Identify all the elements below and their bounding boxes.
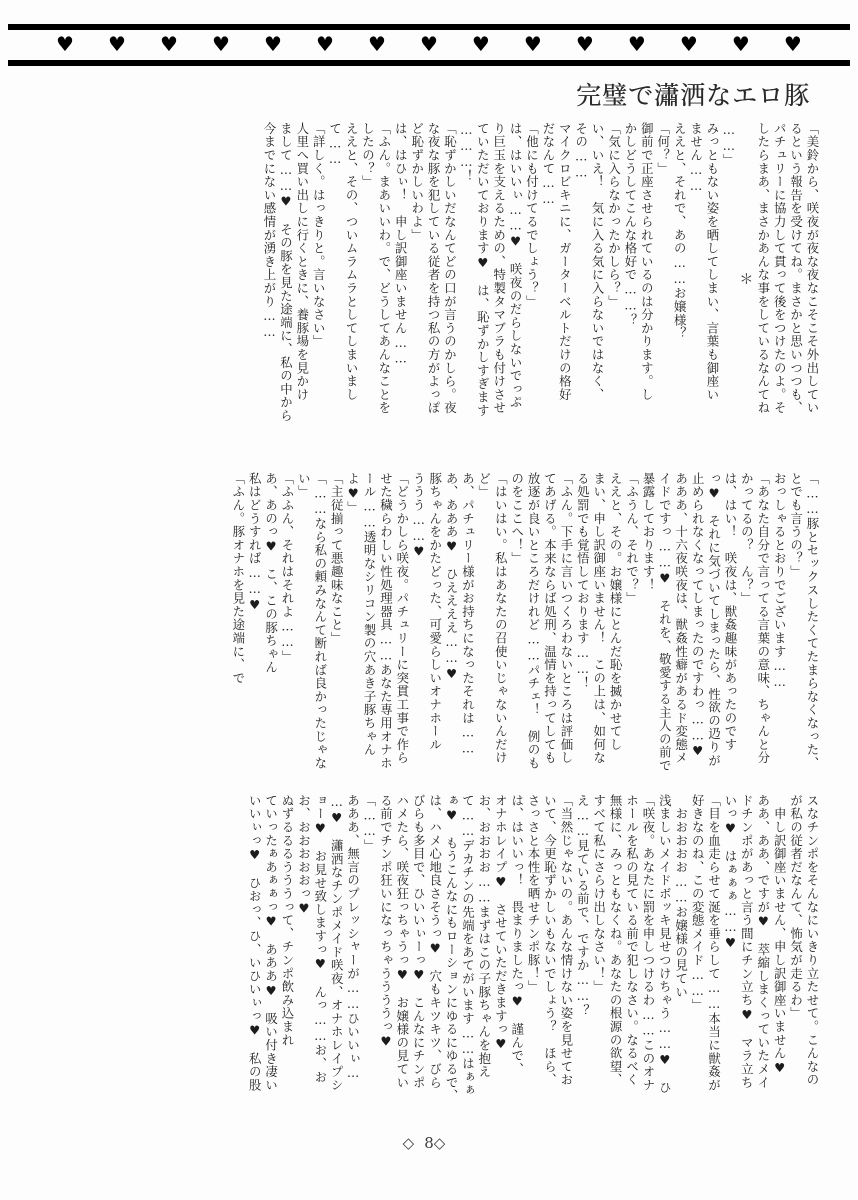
text-column: あ、パチュリー様がお持ちになったそれは…… (460, 472, 476, 757)
text-column: ええと、その。お嬢様にとんだ恥を揻かせてし (608, 472, 624, 752)
heart-icon: ♥ (419, 32, 438, 56)
text-column: 「ふふん、それはそれよ……」 (280, 472, 295, 664)
heart-icon: ♥ (108, 32, 126, 56)
text-column: 「……」 (362, 794, 378, 853)
text-column: さっさと本性を晒せチンポ豚！」 (526, 794, 542, 994)
text-column: 「気に入らなかったかしら？」 (606, 122, 622, 309)
text-column: ョー♥ お見せ致しますっ♥ んっ……お、お (312, 794, 328, 1084)
text-column: 「他にも付けてるでしょう？」 (524, 122, 540, 309)
text-column: 「目を血走らせて涎を垂らして……本当に獣姦が (706, 794, 722, 1092)
text-column: が私の従者だなんて、怖気が走るわ」 (788, 794, 804, 1021)
text-column: 「何？」 (655, 122, 671, 176)
band-rule-bottom (8, 60, 850, 66)
text-column: おっしゃるとおりでございます…… (772, 472, 788, 690)
text-column: ええと、その、ついムラムラとしてしまいまし (344, 122, 360, 402)
text-column: ません…… (688, 122, 704, 194)
text-column: 止められなくなってしまったのですわっ……♥ (690, 472, 706, 760)
text-column: かってるの？ ん？」 (739, 472, 755, 605)
footer-ornament-right: ◇ (433, 1134, 456, 1152)
text-column: ール……透明なシリコン製の穴あき子豚ちゃん (362, 472, 378, 757)
text-column: 浅ましいメイドボッキ見せつけちゃう……♥ ひ (657, 794, 673, 1095)
heart-icon: ♥ (575, 32, 594, 56)
text-block-two (48, 472, 818, 792)
text-column: したの？」 (360, 122, 376, 189)
text-column: ていただいております♥ は、恥ずかしすぎます (475, 122, 491, 418)
text-column: お、おおおお……まずはこの子豚ちゃんを抱え (476, 794, 492, 1079)
text-column: ぬずるるるうううって、チンポ飲み込まれ (280, 794, 295, 1047)
text-block-three (48, 794, 818, 1114)
text-column: いて、今更恥ずかしいもないでしょう？ ほら、 (542, 794, 558, 1087)
page-footer (0, 1134, 858, 1152)
text-column: 人里へ買い出しに行くときに、養豚場を見かけ (294, 122, 310, 402)
text-column: い」 (296, 472, 312, 499)
heart-icon: ♥ (627, 32, 646, 56)
heart-icon: ♥ (679, 32, 698, 56)
text-column: て……デカチンの先端をあてがいます……はぁぁ (460, 794, 476, 1097)
header-decorative-band (8, 24, 850, 66)
text-column: ハメたら、咲夜狂っちゃうっ♥ お嬢様の見てい (394, 794, 410, 1090)
text-column: おおおおお……お嬢様の見てい (673, 794, 689, 999)
text-column: 「はいはい。私はあなたの召使いじゃないんだけ (493, 472, 509, 765)
text-column: 好きなのね、この変態メイド……」 (690, 794, 706, 1012)
text-column: る処罰でも覚悟しております……！ (575, 472, 591, 690)
text-column: あ、あのっ♥ こ、この豚ちゃん (263, 472, 279, 675)
text-column: ううう……♥ (411, 472, 427, 560)
text-column: 「咲夜。あなたに罰を申しつけるわ……このオナ (640, 794, 656, 1092)
text-column: いいぃっ♥ ひおっ、ひ、いひいぃっ♥ 私の股 (247, 794, 263, 1092)
heart-icon: ♥ (731, 32, 750, 56)
text-column: 「……豚とセックスしたくてたまらなくなった、 (805, 472, 820, 770)
text-column: 放逐が良いところだけれど……パチェ！ 例のも (526, 472, 542, 770)
text-column: 今までにない感情が湧き上がり…… (262, 122, 277, 340)
text-column: 豚ちゃんをかたどった、可愛らしいオナホール (427, 472, 443, 752)
text-column: イドですっ……♥ それを、敬愛する主人の前で (657, 472, 673, 773)
footer-ornament-left: ◇ (402, 1134, 425, 1152)
text-column: ぁ♥ もうこんなにもローションにゆるにゆるで、 (444, 794, 460, 1103)
text-column: 「主従揃って悪趣味なこと」 (329, 472, 345, 645)
text-column: て…… (327, 122, 343, 168)
text-column: だなんて…… (540, 122, 556, 207)
heart-icon: ♥ (315, 32, 334, 56)
text-column: あああ、無言のプレッシャーが……ひいいぃ… (345, 794, 361, 1082)
text-column: る前でチンポ狂いになっちゃううううっ♥ (378, 794, 394, 1050)
text-column: パチュリーに協力して貫って後をつけたのよ。そ (772, 122, 788, 415)
heart-icon: ♥ (783, 32, 802, 56)
text-column: 申し訳御座いません、申し訳御座いません♥ (772, 794, 788, 1076)
text-column: あああ、十六夜咲夜は、獣姦性癖があるド変態メ (673, 472, 689, 765)
text-column: い、いえ！ 気に入る気に入らないではなく、 (590, 122, 606, 402)
text-column: せた穢らわしい性処理器具……あなた専用オナホ (378, 472, 394, 770)
text-column: 「あなた自分で言ってる言葉の意味、ちゃんと分 (755, 472, 771, 765)
heart-icon: ♥ (160, 32, 178, 56)
text-column: てあげる。本来ならば処刑、温情を持ってしても (542, 472, 558, 765)
text-column: 「ふうん、それで？」 (624, 472, 640, 605)
text-column: は、はいいぃ……♥ 咲夜のだらしないでっぷ (508, 122, 524, 410)
text-column: 「恥ずかしいだなんてどの口が言うのかしら。夜 (442, 122, 458, 415)
text-column: ど」 (476, 472, 492, 499)
text-column: 「詳しく。はっきりと。言いなさい」 (311, 122, 327, 349)
text-column: …♥ 瀟洒なチンポメイド咲夜、オナホレイプシ (329, 794, 345, 1092)
text-column: ああ、ああ、ですが♥ 萃縮しまくっていたメイ (755, 794, 771, 1090)
heart-row (8, 30, 850, 60)
heart-icon: ♥ (263, 32, 282, 56)
text-column: ど恥ずかしいわよ」 (409, 122, 425, 242)
text-column: スなチンポをそんなにいきり立たせて。こんなの (805, 794, 820, 1087)
heart-icon: ♥ (367, 32, 386, 56)
page-title: 完璧で瀟洒なエロ豚 (575, 81, 810, 110)
text-column: したらまあ、まさかあんな事をしているなんてね (755, 122, 771, 415)
text-column: まして……♥ その豚を見た途端に、私の中から (278, 122, 294, 423)
text-column: ええと、それで、あの……お嬢様？ (672, 122, 688, 340)
text-column: いっ♥ はぁぁぁ……♥ (722, 794, 738, 951)
heart-icon: ♥ (523, 32, 542, 56)
text-column: みっともない姿を晒してしまい、言葉も御座い (704, 122, 720, 402)
text-column: は、はひぃ！ 申し訳御座いません…… (393, 122, 409, 367)
text-column: 御前で正座させられているのは分かります。し (639, 122, 655, 402)
text-column: よ♥」 (345, 472, 361, 515)
text-column: びらも多目で、ひいいぃーっ♥ こんなにチンポ (411, 794, 427, 1090)
text-column: え……見ている前で、ですか……？ (575, 794, 591, 1018)
text-column: は、ハメ心地良さそうっ♥ 穴もキツキツ、びら (427, 794, 443, 1090)
text-column: とでも言うの？」 (788, 472, 804, 579)
heart-icon: ♥ (56, 32, 74, 56)
text-column: 「ふん。下手に言いつくろわないところは評価し (558, 472, 574, 765)
text-column: り巨玉を支えるための、特製タマブラも付けさせ (491, 122, 507, 415)
text-column: 「ふん。まあいいわ。で、どうしてあんなことを (376, 122, 392, 415)
text-column: かしどうしてこんな格好で……？ (622, 122, 638, 327)
text-block-one (48, 122, 818, 467)
text-column: っ♥ それに気づいてしまったら、性欲の辸りが (706, 472, 722, 768)
text-column: あ、あああ♥ ひええええ……♥ (444, 472, 460, 682)
text-column: 暴露しております！ (640, 472, 656, 592)
text-column: ドチンポがあっと言う間にチン立ち♥ マラ立ち (739, 794, 755, 1090)
text-column: マイクロビキニに、ガーターベルトだけの格好 (557, 122, 573, 402)
scene-separator-asterisk: ＊ (737, 272, 754, 286)
text-column: のをここへ！」 (509, 472, 525, 566)
text-column: 「どうかしら咲夜。パチュリーに突貫工事で作ら (394, 472, 410, 765)
text-column: その…… (573, 122, 589, 181)
text-column: は、はい！ 咲夜は、獣姦趣味があったのです (722, 472, 738, 752)
text-column: ホールを私の見ている前で犯しなさい。なるべく (624, 794, 640, 1087)
text-column: 「ふん。豚オナホを見た途端に、で (230, 472, 246, 685)
text-column: 「美鈴から、咲夜が夜な夜なこそこそ外出してい (805, 122, 820, 415)
text-column: ……」 (721, 122, 737, 168)
text-column: 私はどうすれば……♥ (247, 472, 263, 613)
body-text-area (48, 122, 818, 1112)
text-column: るという報告を受けてね。まさかと思いつつも、 (788, 122, 804, 415)
text-column: 「……なら私の頼みなんて断れば良かったじゃな (312, 472, 328, 770)
heart-icon: ♥ (212, 32, 230, 56)
text-column: 無様に、みっともなくね。あなたの根源の欲望、 (608, 794, 624, 1087)
text-column: は、はいいっ！ 畏まりましたっ♥ 謹んで、 (509, 794, 525, 1076)
text-column: まい、申し訳御座いません！ この上は、如何な (591, 472, 607, 765)
text-column: ていったぁあぁぁっ♥ あああ♥ 吸い付き凄い (263, 794, 279, 1092)
text-column: すべて私にさらけ出しなさい！」 (591, 794, 607, 994)
text-column: お、おおおおおっ♥ (296, 794, 312, 917)
text-column: な夜な豚を犯している従者を持つ私の方がよっぽ (426, 122, 442, 415)
text-column: 「当然じゃないの。あんな情けない姿を見せてお (558, 794, 574, 1087)
text-column: ………！ (458, 122, 474, 183)
text-column: オナホレイプ♥ させていただきますっ♥ (493, 794, 509, 1052)
page-number: 8 (424, 1134, 434, 1152)
heart-icon: ♥ (471, 32, 490, 56)
